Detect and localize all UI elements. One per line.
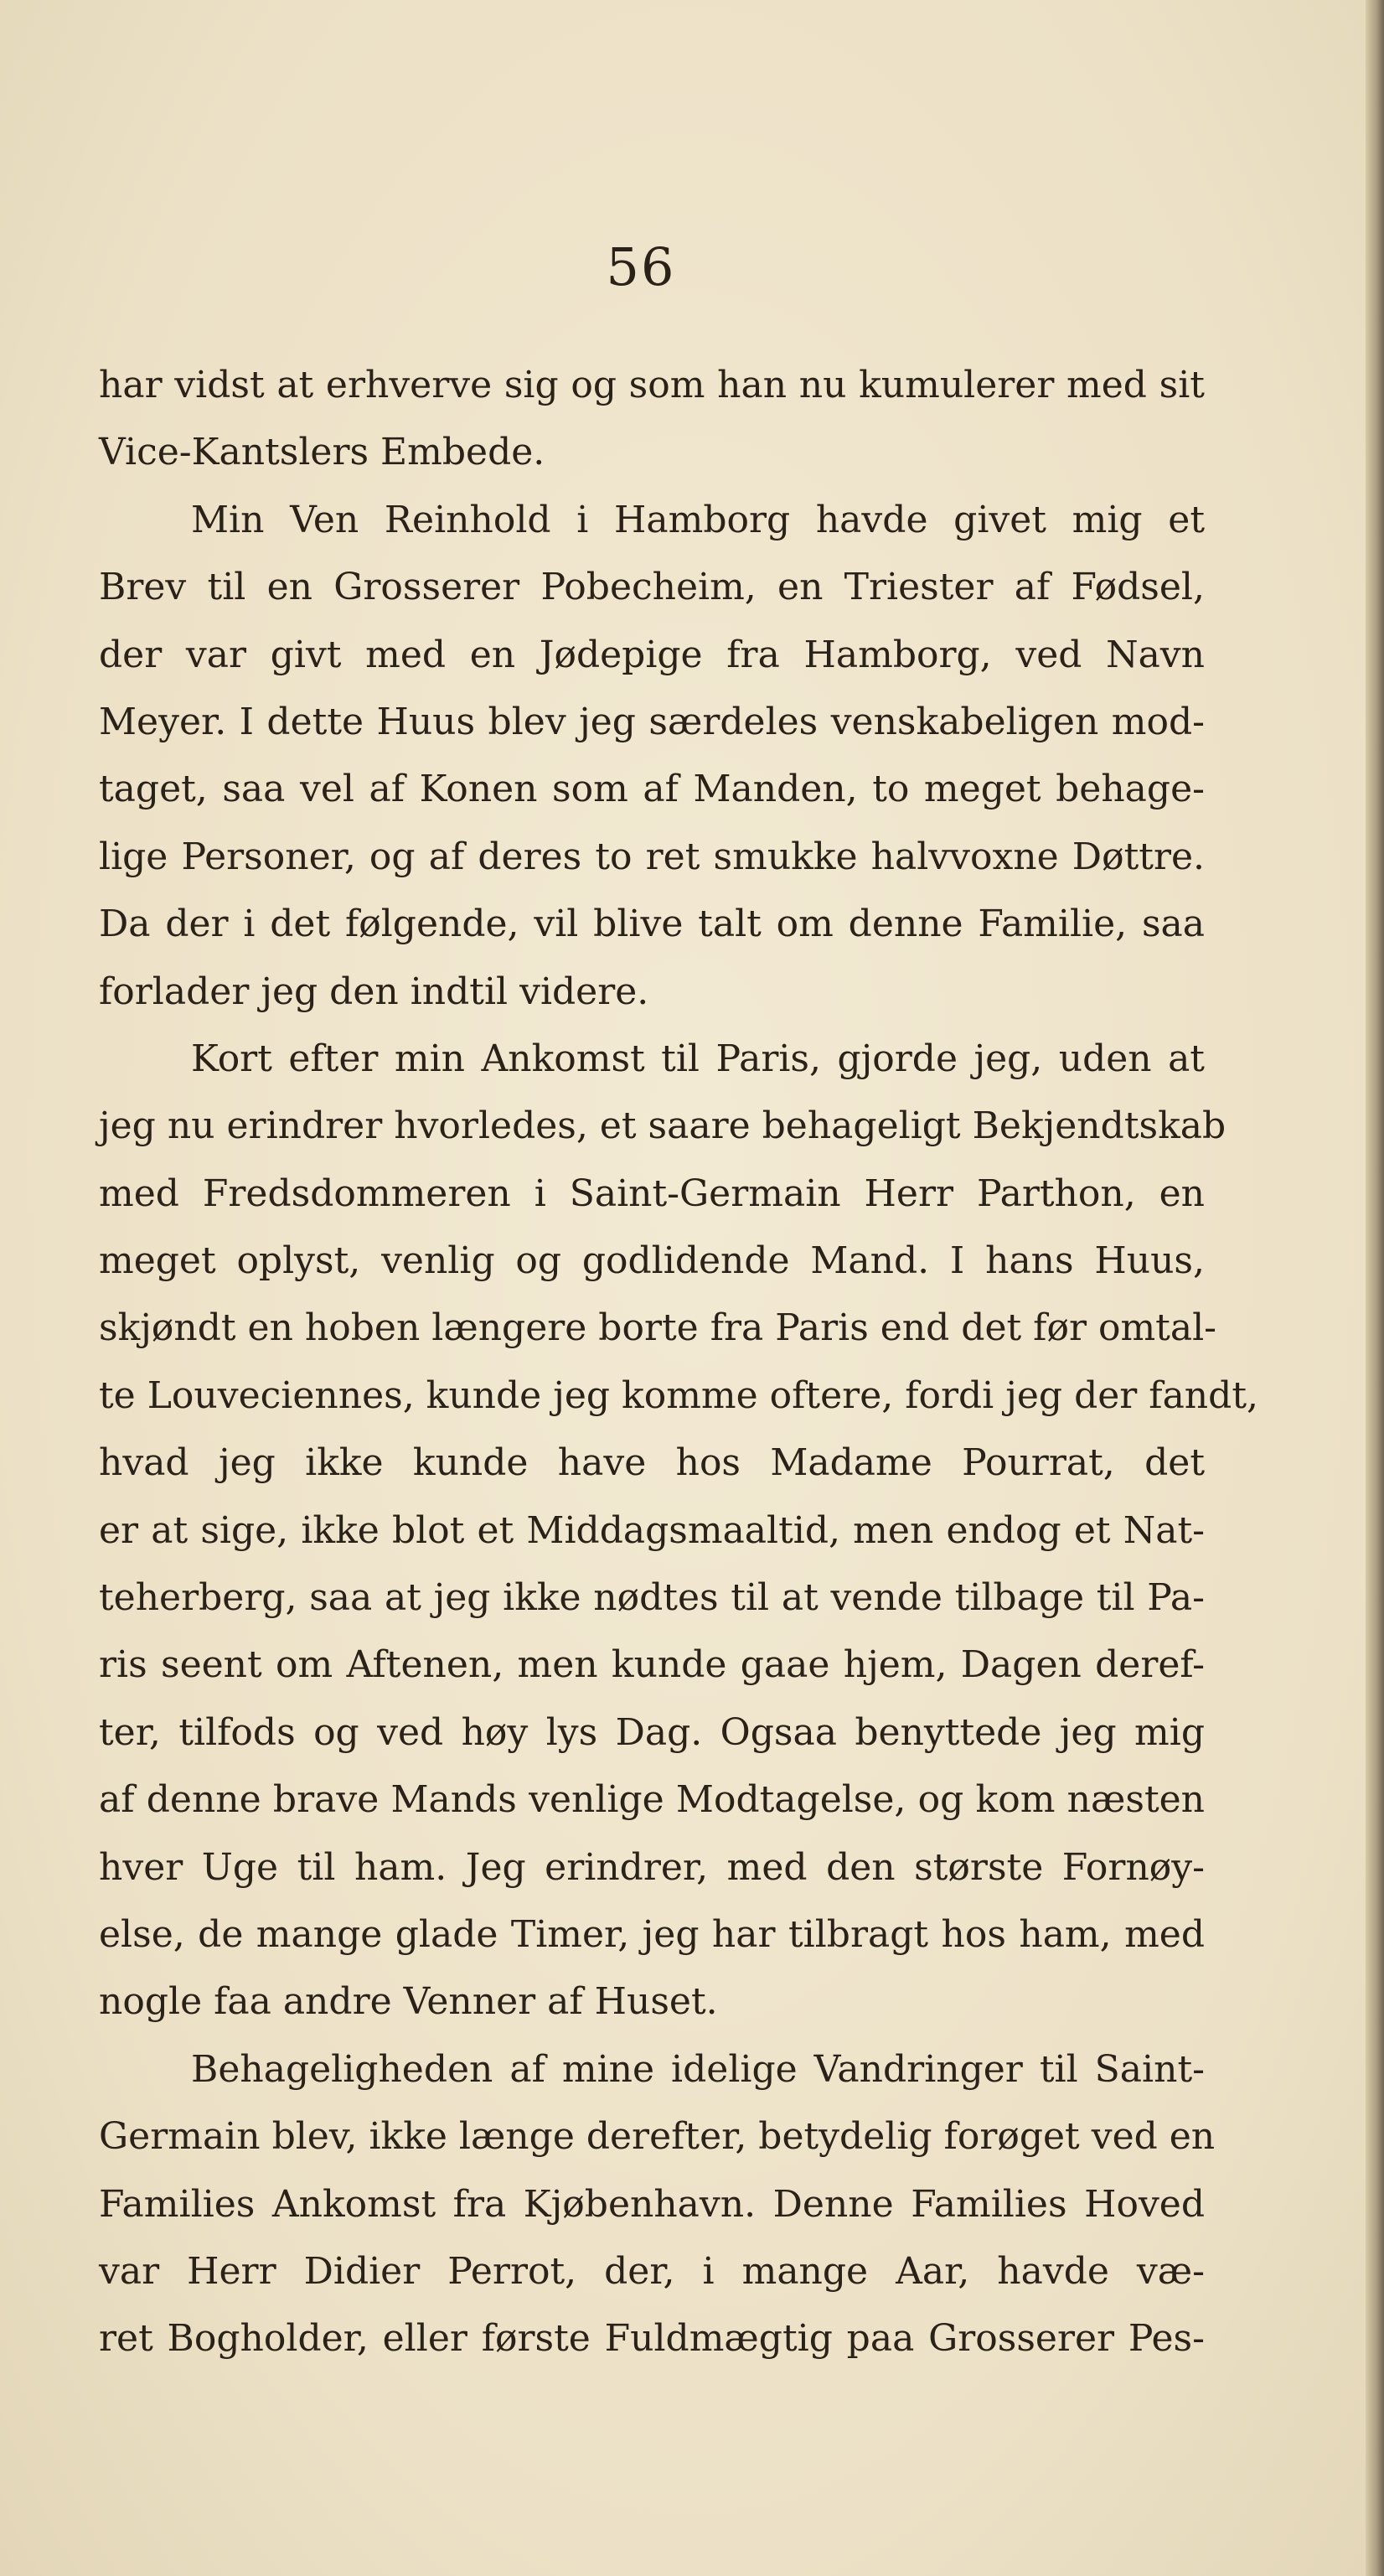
text-line: ris seent om Aftenen, men kunde gaae hjem, Dagen deref- <box>99 1643 1205 1687</box>
text-line: der var givt med en Jødepige fra Hamborg, ved Navn <box>99 633 1205 676</box>
text-line: skjøndt en hoben længere borte fra Paris end det før omtal- <box>99 1306 1217 1350</box>
text-line: jeg nu erindrer hvorledes, et saare behageligt Bekjendtskab <box>99 1104 1226 1148</box>
text-line: Vice-Kantslers Embede. <box>99 431 545 474</box>
text-line: Behageligheden af mine idelige Vandringer til Saint- <box>191 2047 1205 2091</box>
text-line: Brev til en Grosserer Pobecheim, en Triester af Fødsel, <box>99 566 1205 609</box>
text-line: Min Ven Reinhold i Hamborg havde givet mig et <box>191 498 1205 541</box>
text-line: nogle faa andre Venner af Huset. <box>99 1980 718 2024</box>
text-line: ter, tilfods og ved høy lys Dag. Ogsaa benyttede jeg mig <box>99 1710 1205 1754</box>
text-line: meget oplyst, venlig og godlidende Mand. I hans Huus, <box>99 1239 1205 1283</box>
text-line: er at sige, ikke blot et Middagsmaaltid, men endog et Nat- <box>99 1508 1205 1552</box>
text-line: af denne brave Mands venlige Modtagelse, og kom næsten <box>99 1778 1205 1822</box>
text-line: forlader jeg den indtil videre. <box>99 970 649 1013</box>
text-line: Meyer. I dette Huus blev jeg særdeles venskabeligen mod- <box>99 700 1205 743</box>
text-line: med Fredsdommeren i Saint-Germain Herr Parthon, en <box>99 1172 1205 1215</box>
text-line: Kort efter min Ankomst til Paris, gjorde jeg, uden at <box>191 1037 1205 1080</box>
page-edge-shadow <box>1366 0 1384 2576</box>
text-line: Germain blev, ikke længe derefter, betydelig forøget ved en <box>99 2115 1216 2159</box>
text-line: Da der i det følgende, vil blive talt om denne Familie, saa <box>99 903 1205 946</box>
text-line: else, de mange glade Timer, jeg har tilbragt hos ham, med <box>99 1912 1205 1956</box>
text-line: var Herr Didier Perrot, der, i mange Aar, havde væ- <box>99 2249 1205 2293</box>
page-number: 56 <box>606 236 676 297</box>
text-line: Families Ankomst fra Kjøbenhavn. Denne Families Hoved <box>99 2182 1205 2226</box>
body-text <box>99 352 1258 2373</box>
text-line: har vidst at erhverve sig og som han nu kumulerer med sit <box>99 364 1205 406</box>
text-line: ret Bogholder, eller første Fuldmægtig paa Grosserer Pes- <box>99 2317 1205 2361</box>
text-line: lige Personer, og af deres to ret smukke halvvoxne Døttre. <box>99 835 1205 878</box>
text-line: hvad jeg ikke kunde have hos Madame Pourrat, det <box>99 1441 1205 1485</box>
text-line: teherberg, saa at jeg ikke nødtes til at vende tilbage til Pa- <box>99 1576 1205 1620</box>
text-line: taget, saa vel af Konen som af Manden, to meget behage- <box>99 768 1205 811</box>
text-line: hver Uge til ham. Jeg erindrer, med den største Fornøy- <box>99 1845 1205 1889</box>
text-line: te Louveciennes, kunde jeg komme oftere, fordi jeg der fandt, <box>99 1373 1258 1417</box>
